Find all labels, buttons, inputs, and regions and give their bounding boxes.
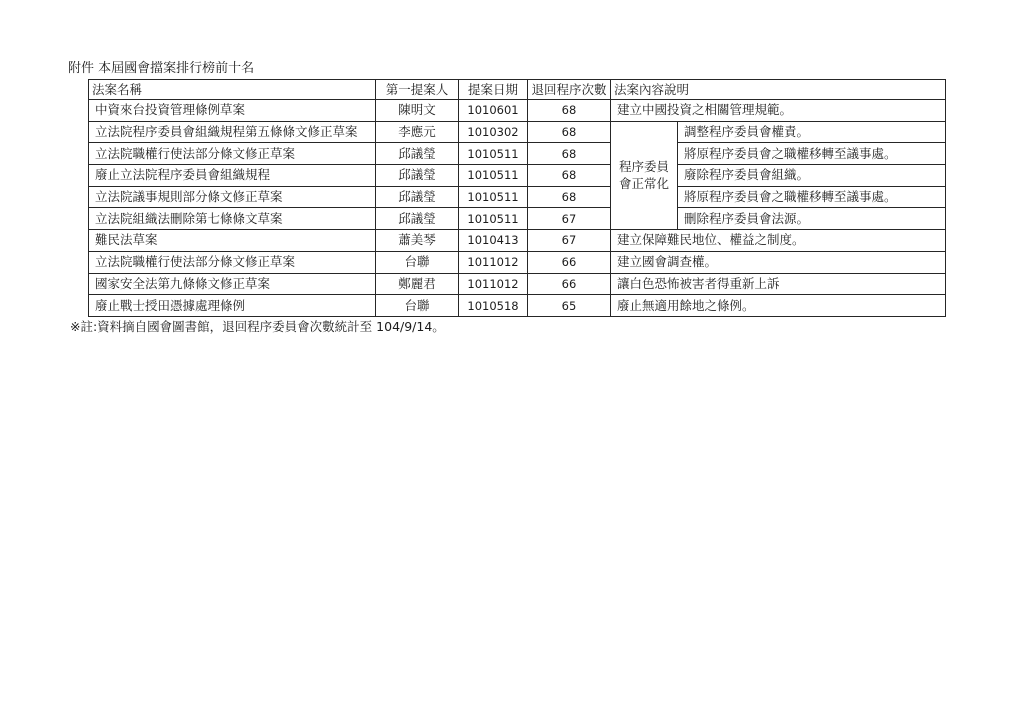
bill-name: 國家安全法第九條條文修正草案 [89,273,376,295]
table-row [89,165,946,187]
proposer: 邱議瑩 [376,165,459,187]
return-count: 68 [528,165,611,187]
proposer: 陳明文 [376,100,459,122]
proposal-date: 1010518 [459,295,528,317]
return-count: 68 [528,186,611,208]
table-row [89,295,946,317]
table-row [89,186,946,208]
table-row [89,251,946,273]
group-label-cell: 程序委員會正常化 [611,121,678,229]
proposer: 邱議瑩 [376,143,459,165]
bill-description: 廢除程序委員會組織。 [678,165,946,187]
bill-name: 廢止立法院程序委員會組織規程 [89,165,376,187]
bill-name: 中資來台投資管理條例草案 [89,100,376,122]
header-first-proposer: 第一提案人 [376,80,459,100]
table-row [89,208,946,230]
bill-name: 難民法草案 [89,230,376,252]
footnote: ※註:資料摘自國會圖書館，退回程序委員會次數統計至 104/9/14。 [70,319,445,334]
proposer: 邱議瑩 [376,186,459,208]
proposer: 台聯 [376,295,459,317]
table-header-row [89,80,946,100]
bill-name: 立法院議事規則部分條文修正草案 [89,186,376,208]
bill-description: 刪除程序委員會法源。 [678,208,946,230]
proposer: 李應元 [376,121,459,143]
bill-description: 廢止無適用餘地之條例。 [611,295,946,317]
proposer: 蕭美琴 [376,230,459,252]
bills-table [88,79,946,317]
proposal-date: 1011012 [459,251,528,273]
proposal-date: 1010601 [459,100,528,122]
proposer: 邱議瑩 [376,208,459,230]
header-description: 法案內容說明 [611,80,946,100]
return-count: 67 [528,208,611,230]
bill-description: 將原程序委員會之職權移轉至議事處。 [678,186,946,208]
proposal-date: 1010302 [459,121,528,143]
proposal-date: 1010511 [459,143,528,165]
return-count: 66 [528,251,611,273]
bill-description: 建立保障難民地位、權益之制度。 [611,230,946,252]
bill-name: 立法院職權行使法部分條文修正草案 [89,251,376,273]
table-row [89,100,946,122]
return-count: 68 [528,143,611,165]
proposal-date: 1010511 [459,186,528,208]
table-row [89,230,946,252]
bill-description: 建立國會調查權。 [611,251,946,273]
proposer: 鄭麗君 [376,273,459,295]
proposal-date: 1010413 [459,230,528,252]
return-count: 68 [528,121,611,143]
bill-name: 立法院職權行使法部分條文修正草案 [89,143,376,165]
header-bill-name: 法案名稱 [89,80,376,100]
bill-description: 建立中國投資之相關管理規範。 [611,100,946,122]
return-count: 65 [528,295,611,317]
return-count: 68 [528,100,611,122]
document-title: 附件 本屆國會擋案排行榜前十名 [68,61,255,76]
proposer: 台聯 [376,251,459,273]
bill-description: 調整程序委員會權責。 [678,121,946,143]
table-row [89,273,946,295]
proposal-date: 1010511 [459,208,528,230]
bill-name: 立法院程序委員會組織規程第五條條文修正草案 [89,121,376,143]
bill-name: 廢止戰士授田憑據處理條例 [89,295,376,317]
proposal-date: 1011012 [459,273,528,295]
table-row [89,143,946,165]
bill-name: 立法院組織法刪除第七條條文草案 [89,208,376,230]
bill-description: 將原程序委員會之職權移轉至議事處。 [678,143,946,165]
header-return-count: 退回程序次數 [528,80,611,100]
header-proposal-date: 提案日期 [459,80,528,100]
proposal-date: 1010511 [459,165,528,187]
return-count: 66 [528,273,611,295]
table-row [89,121,946,143]
return-count: 67 [528,230,611,252]
bill-description: 讓白色恐怖被害者得重新上訴 [611,273,946,295]
